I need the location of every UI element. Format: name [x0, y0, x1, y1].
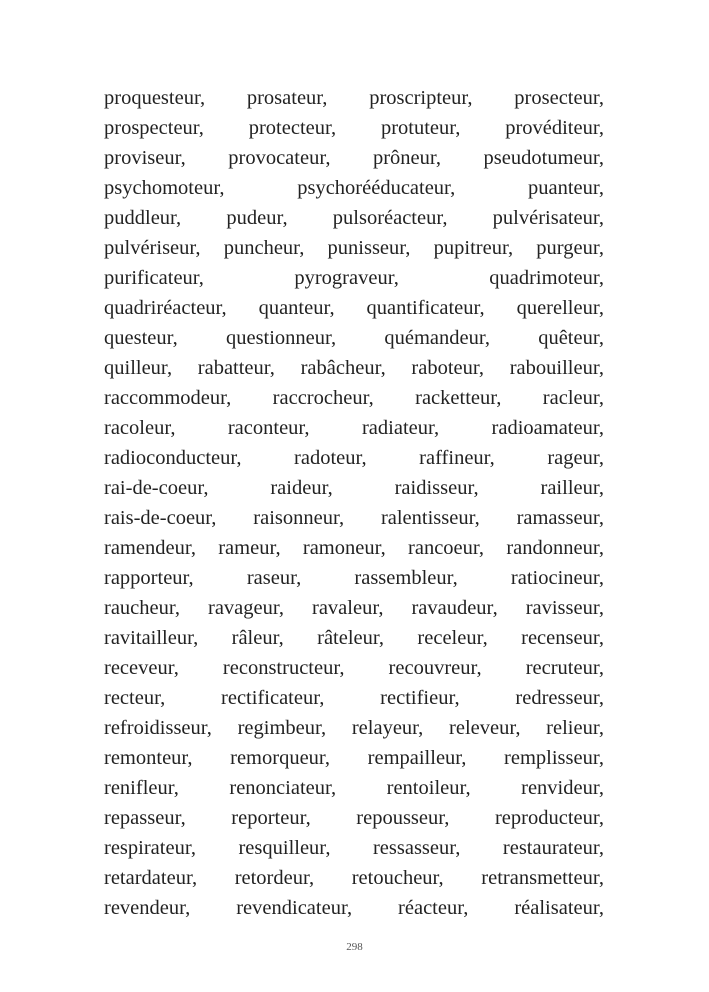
text-line: [104, 353, 604, 383]
word: railleur,: [540, 477, 604, 499]
text-line: [104, 593, 604, 623]
text-line: [104, 263, 604, 293]
word: remonteur,: [104, 747, 193, 769]
word: raboteur,: [411, 357, 485, 379]
text-line: [104, 113, 604, 143]
word: prosateur,: [246, 87, 328, 109]
word: pulsoréacteur,: [332, 207, 448, 229]
word: proviseur,: [104, 147, 186, 169]
word: questeur,: [104, 327, 178, 349]
word: puddleur,: [104, 207, 182, 229]
word: ravageur,: [208, 597, 285, 619]
word: renifleur,: [104, 777, 179, 799]
word: rai-de-coeur,: [104, 477, 209, 499]
word: psychomoteur,: [104, 177, 225, 199]
word: radioconducteur,: [104, 447, 242, 469]
text-line: [104, 233, 604, 263]
word: rectificateur,: [221, 687, 325, 709]
word: prôneur,: [372, 147, 442, 169]
word: pupitreur,: [433, 237, 514, 259]
word: réalisateur,: [514, 897, 604, 919]
text-line: [104, 473, 604, 503]
text-line: [104, 803, 604, 833]
word: raccrocheur,: [272, 387, 374, 409]
word: respirateur,: [104, 837, 196, 859]
text-line: [104, 383, 604, 413]
word: raidisseur,: [394, 477, 479, 499]
word: raisonneur,: [253, 507, 345, 529]
word: radiateur,: [361, 417, 440, 439]
word: quêteur,: [538, 327, 604, 349]
word: rameur,: [218, 537, 281, 559]
word: ramendeur,: [104, 537, 196, 559]
word: ravitailleur,: [104, 627, 199, 649]
word: receleur,: [417, 627, 488, 649]
word: rais-de-coeur,: [104, 507, 217, 529]
word: retransmetteur,: [481, 867, 604, 889]
word: rancoeur,: [408, 537, 485, 559]
word: quantificateur,: [366, 297, 485, 319]
word: rentoileur,: [386, 777, 471, 799]
word: raideur,: [270, 477, 333, 499]
text-line: [104, 503, 604, 533]
word: racoleur,: [104, 417, 176, 439]
word: reproducteur,: [494, 807, 604, 829]
word: recruteur,: [525, 657, 604, 679]
word: puanteur,: [527, 177, 604, 199]
word: purificateur,: [104, 267, 204, 289]
text-line: [104, 563, 604, 593]
text-line: [104, 683, 604, 713]
text-line: [104, 203, 604, 233]
word: raffineur,: [419, 447, 495, 469]
word: ratiocineur,: [510, 567, 604, 589]
text-line: [104, 533, 604, 563]
word: protecteur,: [248, 117, 337, 139]
word: quadrimoteur,: [489, 267, 604, 289]
word: ramasseur,: [516, 507, 604, 529]
word: protuteur,: [380, 117, 461, 139]
word: psychorééducateur,: [297, 177, 456, 199]
text-line: [104, 863, 604, 893]
word: rabatteur,: [197, 357, 275, 379]
word: reporteur,: [231, 807, 311, 829]
word: pulvérisateur,: [492, 207, 604, 229]
word: puncheur,: [223, 237, 305, 259]
text-line: [104, 773, 604, 803]
word-list-text: [104, 83, 604, 923]
word: revendeur,: [104, 897, 191, 919]
text-line: [104, 893, 604, 923]
text-line: [104, 413, 604, 443]
word: ressasseur,: [372, 837, 461, 859]
word: raconteur,: [227, 417, 310, 439]
word: radioamateur,: [491, 417, 604, 439]
word: quanteur,: [258, 297, 335, 319]
text-line: [104, 443, 604, 473]
word: pudeur,: [226, 207, 288, 229]
text-line: [104, 173, 604, 203]
word: racketteur,: [415, 387, 502, 409]
word: randonneur,: [506, 537, 604, 559]
word: repousseur,: [356, 807, 450, 829]
word: proscripteur,: [369, 87, 473, 109]
text-line: [104, 713, 604, 743]
word: rempailleur,: [367, 747, 467, 769]
word: recouvreur,: [388, 657, 482, 679]
word: râleur,: [231, 627, 284, 649]
word: retoucheur,: [351, 867, 444, 889]
word: provocateur,: [228, 147, 331, 169]
text-line: [104, 83, 604, 113]
word: raucheur,: [104, 597, 181, 619]
text-line: [104, 833, 604, 863]
word: renonciateur,: [229, 777, 337, 799]
word: repasseur,: [104, 807, 186, 829]
word: raccommodeur,: [104, 387, 232, 409]
word: provéditeur,: [505, 117, 604, 139]
text-line: [104, 653, 604, 683]
word: relieur,: [546, 717, 604, 739]
word: prosecteur,: [514, 87, 604, 109]
word: restaurateur,: [502, 837, 604, 859]
word: recenseur,: [521, 627, 604, 649]
word: prospecteur,: [104, 117, 204, 139]
text-line: [104, 293, 604, 323]
text-line: [104, 743, 604, 773]
text-line: [104, 323, 604, 353]
word: rageur,: [547, 447, 604, 469]
word: rectifieur,: [380, 687, 460, 709]
word: reconstructeur,: [222, 657, 345, 679]
word: ramoneur,: [302, 537, 386, 559]
word: questionneur,: [225, 327, 337, 349]
word: rapporteur,: [104, 567, 194, 589]
word: râteleur,: [317, 627, 385, 649]
word: racleur,: [542, 387, 604, 409]
word: recteur,: [104, 687, 166, 709]
word: quilleur,: [104, 357, 173, 379]
word: punisseur,: [327, 237, 411, 259]
word: rassembleur,: [354, 567, 458, 589]
word: quadriréacteur,: [104, 297, 227, 319]
page-number: 298: [346, 941, 363, 953]
word: ravisseur,: [525, 597, 604, 619]
word: purgeur,: [536, 237, 604, 259]
word: retardateur,: [104, 867, 198, 889]
word: ravaleur,: [312, 597, 384, 619]
word: raseur,: [246, 567, 302, 589]
word: radoteur,: [294, 447, 367, 469]
word: pseudotumeur,: [483, 147, 604, 169]
word: redresseur,: [515, 687, 604, 709]
word: quémandeur,: [384, 327, 490, 349]
word: pyrograveur,: [294, 267, 399, 289]
word: retordeur,: [234, 867, 315, 889]
word: proquesteur,: [104, 87, 206, 109]
word: relayeur,: [351, 717, 424, 739]
word: remplisseur,: [504, 747, 604, 769]
word: querelleur,: [516, 297, 604, 319]
word: pulvériseur,: [104, 237, 201, 259]
text-line: [104, 623, 604, 653]
word: receveur,: [104, 657, 179, 679]
word: resquilleur,: [238, 837, 331, 859]
word: refroidisseur,: [104, 717, 212, 739]
word: revendicateur,: [236, 897, 353, 919]
word: remorqueur,: [230, 747, 331, 769]
word: rabâcheur,: [300, 357, 386, 379]
word: réacteur,: [398, 897, 469, 919]
word: ravaudeur,: [411, 597, 498, 619]
word: regimbeur,: [237, 717, 327, 739]
word: releveur,: [449, 717, 521, 739]
word: renvideur,: [521, 777, 604, 799]
text-line: [104, 143, 604, 173]
word: ralentisseur,: [380, 507, 480, 529]
word: rabouilleur,: [509, 357, 604, 379]
